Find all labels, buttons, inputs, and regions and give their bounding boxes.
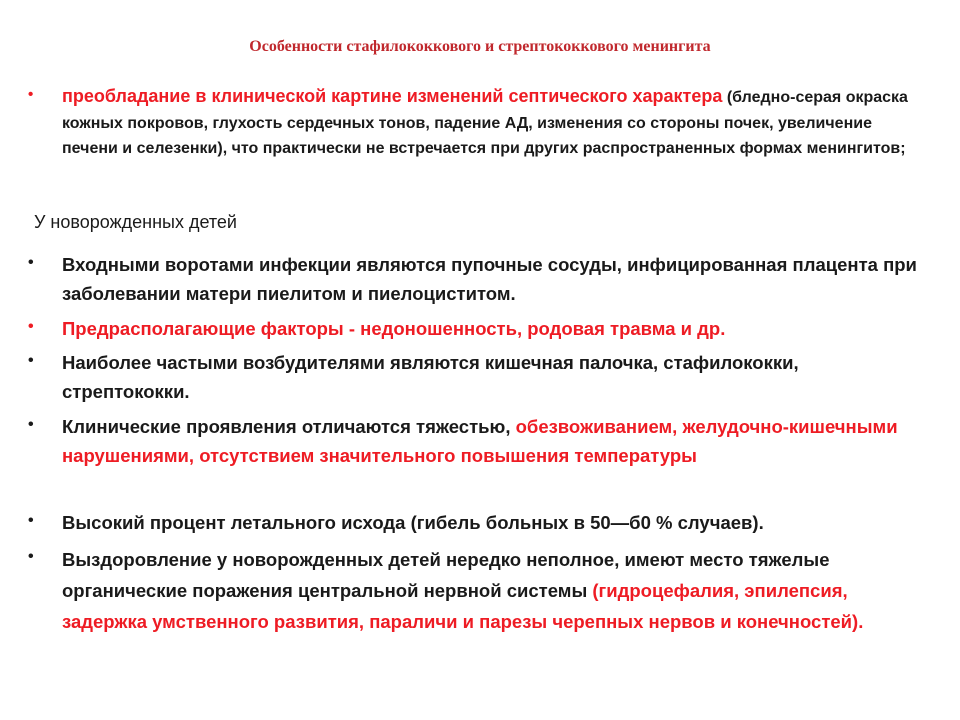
bullet-marker: •: [28, 318, 34, 335]
bullet-text: Наиболее частыми возбудителями являются кишечная палочка, стафилококки, стрептококки.: [62, 352, 799, 402]
bullet-text: Предрасполагающие факторы - недоношенность, родовая травма и др.: [62, 318, 726, 339]
bullet-lead: Выздоровление у новорожденных детей нередко неполное, имеют место тяжелые органические поражения центральной нервной системы: [62, 549, 830, 601]
bullet-entry-gates: [28, 250, 928, 308]
bullet-marker: •: [28, 548, 34, 565]
bullet-septic: [28, 84, 928, 162]
bullet-lead: Клинические проявления отличаются тяжестью,: [62, 416, 516, 437]
bullet-red-part: (гидроцефалия, эпилепсия, задержка умственного развития, параличи и парезы черепных нервов и конечностей).: [62, 580, 864, 632]
bullet-text: Входными воротами инфекции являются пупочные сосуды, инфицированная плацента при заболевании матери пиелитом и пиелоциститом.: [62, 254, 917, 304]
slide-title: Особенности стафилококкового и стрептококкового менингита: [249, 38, 711, 55]
bullet-text: [62, 412, 928, 470]
bullet-lead-red: преобладание в клинической картине изменений септического характера: [62, 86, 723, 106]
bullet-clinical-manifestations: [28, 412, 928, 470]
bullet-recovery: [28, 544, 928, 637]
bullet-marker: •: [28, 86, 34, 103]
bullet-marker: •: [28, 512, 34, 529]
bullet-marker: •: [28, 352, 34, 369]
bullet-red-part: обезвоживанием, желудочно-кишечными нарушениями, отсутствием значительного повышения температуры: [62, 416, 898, 466]
bullet-predisposing-factors: [28, 314, 928, 343]
bullet-marker: •: [28, 416, 34, 433]
bullet-marker: •: [28, 254, 34, 271]
bullet-text: Высокий процент летального исхода (гибель больных в 50—б0 % случаев).: [62, 512, 764, 533]
bullet-text: [62, 544, 928, 637]
bullet-pathogens: [28, 348, 928, 406]
bullet-mortality: [28, 508, 928, 537]
bullet-rest: (бледно-серая окраска кожных покровов, глухость сердечных тонов, падение АД, изменения со стороны почек, увеличение печени и селезенки), что практически не встречается при других распространенных формах менингитов;: [62, 89, 908, 157]
subheading-newborns: У новорожденных детей: [34, 212, 237, 232]
bullet-text: [62, 84, 928, 162]
